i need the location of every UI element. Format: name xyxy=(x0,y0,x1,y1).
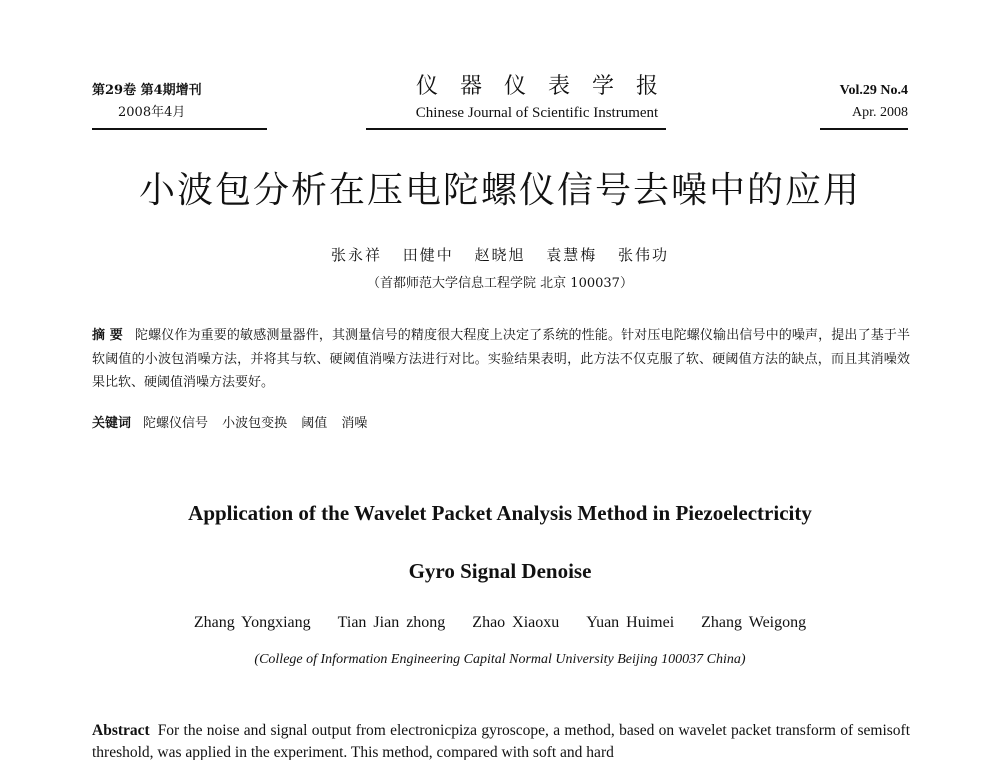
journal-name-cn: 仪器仪表学报 xyxy=(415,74,680,99)
keywords-cn-text: 陀螺仪信号 小波包变换 阈值 消噪 xyxy=(143,416,368,431)
author-en: Yuan Huimei xyxy=(586,614,675,631)
date-cn: 2008年4月 xyxy=(118,105,186,120)
abstract-en-label: Abstract xyxy=(92,722,150,739)
title-en-line2: Gyro Signal Denoise xyxy=(408,559,592,583)
header-rule-center xyxy=(366,128,666,130)
title-cn: 小波包分析在压电陀螺仪信号去噪中的应用 xyxy=(138,170,861,211)
affiliation-en: (College of Information Engineering Capital Normal University Beijing 100037 China) xyxy=(254,652,746,667)
header-center xyxy=(367,74,707,122)
volume-en: Vol.29 No.4 xyxy=(839,83,908,98)
header-rule-left xyxy=(92,128,267,130)
journal-header xyxy=(92,74,908,128)
authors-en xyxy=(0,614,1000,632)
header-left xyxy=(92,82,262,122)
title-en-line1: Application of the Wavelet Packet Analysis Method in Piezoelectricity xyxy=(188,501,812,525)
abstract-cn-text: 陀螺仪作为重要的敏感测量器件，其测量信号的精度很大程度上决定了系统的性能。针对压电陀螺仪输出信号中的噪声，提出了基于半软阈值的小波包消噪方法，并将其与软、硬阈值消噪方法进行对比。实验结果表明，此方法不仅克服了软、硬阈值方法的缺点，而且其消噪效果比软、硬阈值消噪方法要好。 xyxy=(92,328,910,390)
abstract-cn-label: 摘 要 xyxy=(92,328,123,343)
header-right xyxy=(798,82,908,122)
abstract-en xyxy=(92,720,910,760)
keywords-cn-label: 关键词 xyxy=(92,416,132,431)
header-rule-right xyxy=(820,128,908,130)
author-en: Zhang Weigong xyxy=(701,614,807,631)
abstract-cn xyxy=(92,324,910,395)
authors-cn: 张永祥 田健中 赵晓旭 袁慧梅 张伟功 xyxy=(330,246,670,264)
volume-cn: 第29卷 第4期增刊 xyxy=(92,83,202,98)
abstract-en-text: For the noise and signal output from electronicpiza gyroscope, a method, based on wavelet packet transform of semisoft threshold, was applied in the experiment. This method, compared with soft and hard xyxy=(92,722,910,760)
affiliation-cn: （首都师范大学信息工程学院 北京 100037） xyxy=(367,276,633,291)
title-en xyxy=(0,484,1000,600)
author-en: Zhang Yongxiang xyxy=(193,614,311,631)
journal-name-en: Chinese Journal of Scientific Instrument xyxy=(415,105,659,121)
date-en: Apr. 2008 xyxy=(852,105,908,120)
keywords-cn xyxy=(92,414,910,434)
author-en: Tian Jian zhong xyxy=(337,614,446,631)
author-en: Zhao Xiaoxu xyxy=(472,614,560,631)
